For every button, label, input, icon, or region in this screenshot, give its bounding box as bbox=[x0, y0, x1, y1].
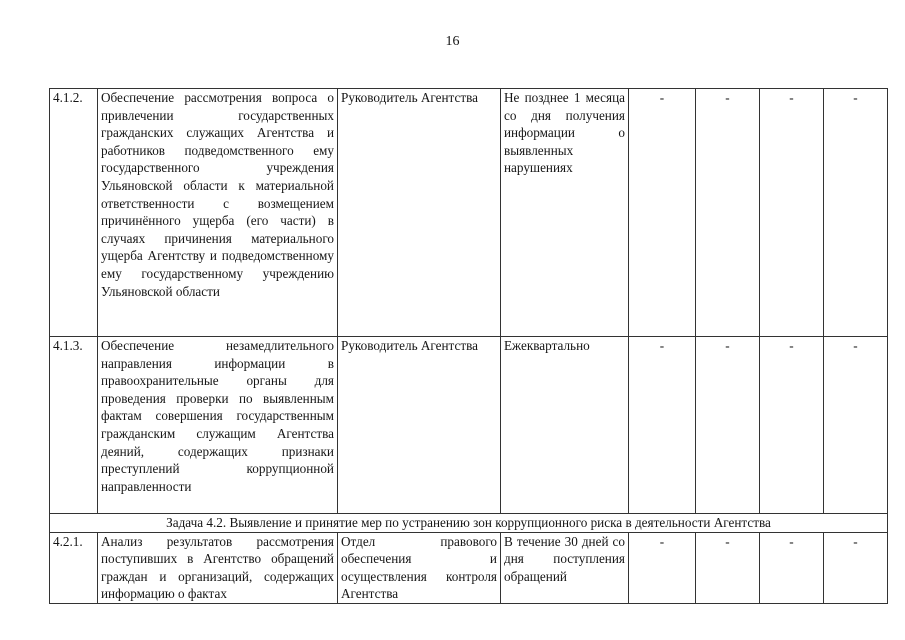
measure-text: Анализ результатов рассмотрения поступивших в Агентство обращений граждан и организаций, содержащих информацию о фактах bbox=[98, 532, 338, 603]
measures-table bbox=[49, 88, 888, 604]
page-number: 16 bbox=[445, 34, 460, 49]
row-number: 4.2.1. bbox=[50, 532, 98, 603]
funding-cell: - bbox=[629, 89, 696, 337]
funding-cell: - bbox=[696, 89, 760, 337]
row-number: 4.1.3. bbox=[50, 337, 98, 514]
funding-cell: - bbox=[629, 532, 696, 603]
task-row bbox=[50, 514, 888, 533]
funding-cell: - bbox=[696, 337, 760, 514]
responsible-text: Отдел правового обеспечения и осуществления контроля Агентства bbox=[338, 532, 501, 603]
deadline-text: В течение 30 дней со дня поступления обращений bbox=[501, 532, 629, 603]
funding-cell: - bbox=[760, 337, 824, 514]
responsible-text: Руководитель Агентства bbox=[338, 337, 501, 514]
funding-cell: - bbox=[696, 532, 760, 603]
funding-cell: - bbox=[760, 532, 824, 603]
funding-cell: - bbox=[824, 337, 888, 514]
measure-text: Обеспечение рассмотрения вопроса о привлечении государственных гражданских служащих Агентства и работников подведомственного ему государственного учреждения Ульяновской области к материальной ответственности с возмещением причинённого ущерба (его части) в случаях причинения материального ущерба Агентству и подведомственному ему государственному учреждению Ульяновской области bbox=[98, 89, 338, 337]
deadline-text: Ежеквартально bbox=[501, 337, 629, 514]
measure-text: Обеспечение незамедлительного направления информации в правоохранительные органы для проведения проверки по выявленным фактам совершения государственным гражданским служащим Агентства деяний, содержащих признаки преступлений коррупционной направленности bbox=[98, 337, 338, 514]
table-row bbox=[50, 337, 888, 514]
funding-cell: - bbox=[629, 337, 696, 514]
task-heading: Задача 4.2. Выявление и принятие мер по устранению зон коррупционного риска в деятельности Агентства bbox=[50, 514, 888, 533]
row-number: 4.1.2. bbox=[50, 89, 98, 337]
funding-cell: - bbox=[760, 89, 824, 337]
table-row bbox=[50, 89, 888, 337]
funding-cell: - bbox=[824, 89, 888, 337]
funding-cell: - bbox=[824, 532, 888, 603]
table-row bbox=[50, 532, 888, 603]
deadline-text: Не позднее 1 месяца со дня получения информации о выявленных нарушениях bbox=[501, 89, 629, 337]
responsible-text: Руководитель Агентства bbox=[338, 89, 501, 337]
